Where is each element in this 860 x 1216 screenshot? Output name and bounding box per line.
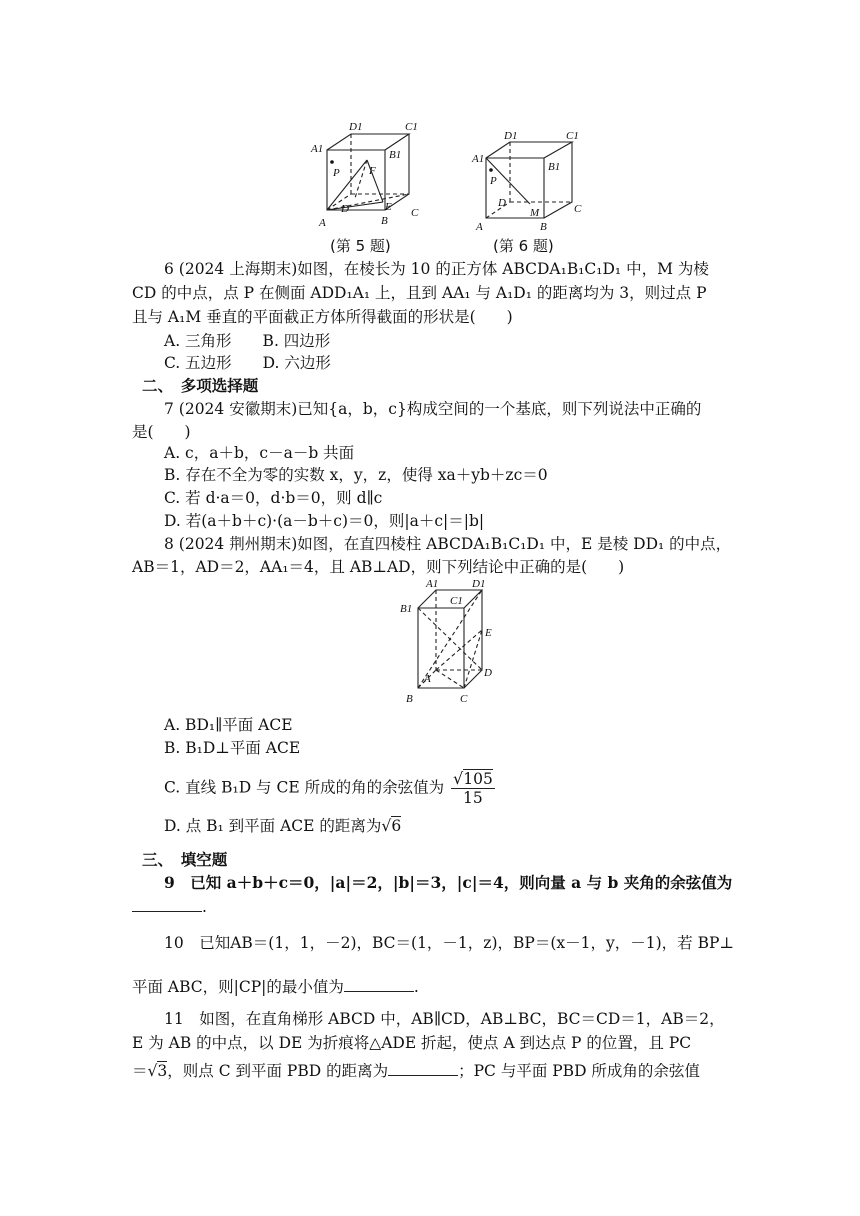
- fig5-label: A1: [311, 143, 324, 155]
- q6-line-2: CD 的中点，点 P 在侧面 ADD₁A₁ 上，且到 AA₁ 与 A₁D₁ 的距离均为 3，则过点 P: [132, 284, 707, 302]
- fig5-front-face: [327, 150, 385, 210]
- q6-options-ab: A. 三角形 B. 四边形: [164, 332, 331, 350]
- q6-line-3: 且与 A₁M 垂直的平面截正方体所得截面的形状是( ): [132, 308, 513, 326]
- fraction-numerator: [451, 770, 495, 789]
- q11-line-1: 11 如图，在直角梯形 ABCD 中，AB∥CD，AB⊥BC，BC＝CD＝1，AB＝2，: [164, 1010, 725, 1028]
- fig8-label: D1: [472, 578, 486, 590]
- sqrt-radicand: 6: [391, 817, 402, 835]
- q11-line-3: [132, 1060, 700, 1082]
- fig8-label: A: [424, 673, 431, 685]
- fig6-label: A: [476, 221, 483, 233]
- q7-option-a: A. c，a＋b，c－a－b 共面: [164, 444, 355, 462]
- section-3-heading: 三、 填空题: [142, 850, 228, 869]
- q8-line-1: 8 (2024 荆州期末)如图，在直四棱柱 ABCDA₁B₁C₁D₁ 中，E 是棱 DD₁ 的中点，: [164, 535, 732, 553]
- fig6-label: A1: [472, 153, 485, 165]
- section-2-heading: 二、 多项选择题: [142, 376, 259, 395]
- q11-line-3-text-2: ；PC 与平面 PBD 所成角的余弦值: [458, 1062, 700, 1080]
- fig6-label: D1: [504, 130, 518, 142]
- fig8-label: C: [460, 693, 468, 705]
- fig8-label: C1: [450, 595, 463, 607]
- q10-answer-blank[interactable]: [344, 977, 414, 992]
- fig6-label: D: [498, 197, 506, 209]
- q10-period: .: [413, 978, 419, 996]
- q11-eq: ＝: [132, 1062, 148, 1080]
- fig5-label: F: [369, 165, 376, 177]
- q6-options-cd: C. 五边形 D. 六边形: [164, 354, 331, 372]
- fig5-label: E: [385, 201, 392, 213]
- q8-option-c-fraction: [451, 770, 495, 807]
- fig5-line-fd: [355, 160, 367, 198]
- sqrt-radicand: 105: [463, 770, 493, 788]
- fig8-label: B1: [400, 603, 413, 615]
- fig8-line-ac: [436, 670, 464, 688]
- q7-option-d: D. 若(a＋b＋c)·(a－b＋c)＝0，则|a＋c|＝|b|: [164, 512, 485, 530]
- figure-q6: [470, 128, 590, 236]
- fig6-label: B: [540, 221, 547, 233]
- figure-q8: [398, 578, 508, 710]
- q10-line-2-text: 平面 ABC，则|CP|的最小值为: [132, 978, 344, 996]
- q9-line-1: 9 已知 a＋b＋c＝0，|a|＝2，|b|＝3，|c|＝4，则向量 a 与 b 夹角的余弦值为: [164, 873, 733, 892]
- q8-option-a: A. BD₁∥平面 ACE: [164, 716, 293, 734]
- fig5-label: D: [341, 203, 349, 215]
- fig5-label: B1: [389, 149, 402, 161]
- fig6-point-p: [489, 168, 493, 172]
- q7-option-c: C. 若 d·a＝0，d·b＝0，则 d∥c: [164, 489, 383, 507]
- fig6-top-edges: [486, 142, 572, 158]
- fig8-label: B: [406, 693, 413, 705]
- q11-answer-blank-1[interactable]: [388, 1061, 458, 1076]
- fig6-label: C: [574, 203, 582, 215]
- fig5-label: A: [319, 217, 326, 229]
- q8-option-d: [164, 815, 401, 837]
- q10-line-1: 10 已知AB＝(1，1，－2)，BC＝(1，－1，z)，BP＝(x－1，y，－1)，若 BP⊥: [164, 934, 734, 952]
- q9-answer-blank[interactable]: [132, 897, 202, 912]
- fig5-label: P: [333, 167, 340, 179]
- q8-option-c-text: C. 直线 B₁D 与 CE 所成的角的余弦值为: [164, 778, 445, 797]
- q9-line-2: [132, 896, 207, 918]
- fig5-label: C: [411, 207, 419, 219]
- q9-period: .: [202, 898, 207, 916]
- q10-line-2: [132, 976, 419, 998]
- q7-line-1: 7 (2024 安徽期末)已知{a，b，c}构成空间的一个基底，则下列说法中正确的: [164, 400, 702, 418]
- fig8-label: D: [484, 667, 492, 679]
- fig5-caption: (第 5 题): [330, 237, 391, 255]
- fig6-label: M: [530, 207, 540, 219]
- fig5-right-edges: [385, 134, 409, 210]
- q8-option-d-text: D. 点 B₁ 到平面 ACE 的距离为: [164, 817, 382, 835]
- fig6-caption: (第 6 题): [493, 237, 554, 255]
- q7-option-b: B. 存在不全为零的实数 x，y，z，使得 xa＋yb＋zc＝0: [164, 466, 548, 484]
- fig6-right-edges: [544, 142, 572, 218]
- q11-line-2: E 为 AB 的中点，以 DE 为折痕将△ADE 折起，使点 A 到达点 P 的位置，且 PC: [132, 1034, 692, 1052]
- sqrt-radicand: 3: [157, 1062, 168, 1080]
- q8-line-2: AB＝1，AD＝2，AA₁＝4，且 AB⊥AD，则下列结论中正确的是( ): [132, 558, 625, 576]
- q6-line-1: 6 (2024 上海期末)如图，在棱长为 10 的正方体 ABCDA₁B₁C₁D₁ 中，M 为棱: [164, 260, 709, 278]
- sqrt-sign: √: [147, 1062, 158, 1080]
- fig5-label: C1: [405, 121, 418, 133]
- fraction-denominator: 15: [463, 789, 483, 807]
- fig5-point-p: [330, 160, 334, 164]
- fig6-label: B1: [548, 161, 561, 173]
- sqrt-sign: √: [453, 769, 464, 788]
- fig5-label: D1: [349, 121, 363, 133]
- fig5-top-edges: [327, 134, 409, 150]
- fig6-label: C1: [566, 130, 579, 142]
- q8-option-b: B. B₁D⊥平面 ACE: [164, 739, 301, 757]
- fig6-label: P: [490, 175, 497, 187]
- q8-option-c: [164, 770, 495, 807]
- sqrt-sign: √: [381, 817, 392, 835]
- figure-q5: [305, 118, 435, 238]
- q11-line-3-text: ，则点 C 到平面 PBD 的距离为: [167, 1062, 389, 1080]
- q7-line-2: 是( ): [132, 423, 191, 441]
- fig5-label: B: [381, 215, 388, 227]
- fig8-label: E: [485, 627, 492, 639]
- fig8-label: A1: [426, 578, 439, 590]
